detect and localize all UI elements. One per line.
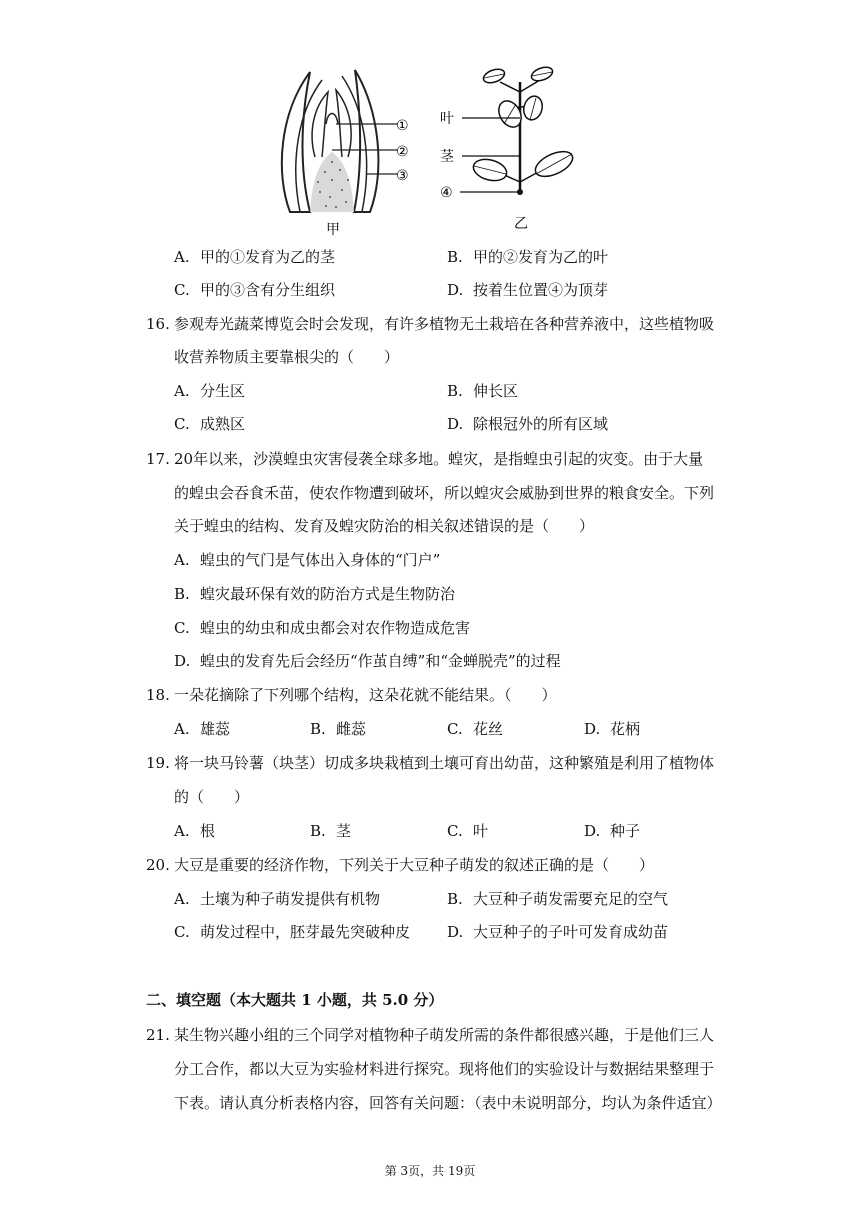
- q18-option-a: A. 雄蕊: [174, 720, 231, 738]
- q19-stem-line-2: 的（ ）: [174, 788, 250, 806]
- q18-option-c: C. 花丝: [447, 720, 504, 738]
- q18-number: 18.: [146, 686, 170, 704]
- shoot-diagram: [438, 62, 588, 242]
- figure-jia: [270, 62, 420, 242]
- q16-option-d: D. 除根冠外的所有区域: [447, 415, 609, 433]
- q17-number: 17.: [146, 450, 170, 468]
- page-footer: 第 3页，共 19页: [384, 1164, 476, 1178]
- marker-4: ④: [440, 185, 453, 201]
- q19-number: 19.: [146, 754, 170, 772]
- q20-number: 20.: [146, 856, 170, 874]
- q18-stem-line-1: 一朵花摘除了下列哪个结构，这朵花就不能结果。（ ）: [174, 686, 557, 704]
- q18-option-b: B. 雌蕊: [310, 720, 367, 738]
- marker-2: ②: [396, 144, 409, 160]
- q20-stem-line-1: 大豆是重要的经济作物，下列关于大豆种子萌发的叙述正确的是（ ）: [174, 856, 655, 874]
- q21-stem-line-3: 下表。请认真分析表格内容，回答有关问题：（表中未说明部分，均认为条件适宜）: [174, 1094, 722, 1112]
- jia-caption: 甲: [326, 222, 340, 238]
- q21-stem-line-1: 某生物兴趣小组的三个同学对植物种子萌发所需的条件都很感兴趣，于是他们三人: [174, 1026, 715, 1044]
- q17-option-a: A. 蝗虫的气门是气体出入身体的“门户”: [174, 551, 441, 569]
- q15-option-a: A. 甲的①发育为乙的茎: [174, 248, 336, 266]
- yi-caption: 乙: [514, 216, 528, 232]
- bud-section-diagram: [270, 62, 420, 242]
- q21-number: 21.: [146, 1026, 170, 1044]
- q20-option-a: A. 土壤为种子萌发提供有机物: [174, 890, 381, 908]
- q15-option-c: C. 甲的③含有分生组织: [174, 281, 336, 299]
- q19-option-b: B. 茎: [310, 822, 352, 840]
- q20-option-c: C. 萌发过程中，胚芽最先突破种皮: [174, 923, 411, 941]
- q18-option-d: D. 花柄: [584, 720, 641, 738]
- q16-stem-line-1: 参观寿光蔬菜博览会时会发现，有许多植物无土栽培在各种营养液中，这些植物吸: [174, 315, 715, 333]
- q15-option-d: D. 按着生位置④为顶芽: [447, 281, 609, 299]
- stem-label: 茎: [440, 149, 454, 165]
- q19-stem-line-1: 将一块马铃薯（块茎）切成多块栽植到土壤可育出幼苗，这种繁殖是利用了植物体: [174, 754, 715, 772]
- q19-option-d: D. 种子: [584, 822, 641, 840]
- q19-option-a: A. 根: [174, 822, 216, 840]
- q16-option-a: A. 分生区: [174, 382, 246, 400]
- q17-stem-line-2: 的蝗虫会吞食禾苗，使农作物遭到破坏，所以蝗灾会威胁到世界的粮食安全。下列: [174, 484, 715, 502]
- leaf-label: 叶: [440, 111, 454, 127]
- section-heading-fill-in: 二、填空题（本大题共 1 小题，共 5.0 分）: [146, 991, 444, 1009]
- q16-option-b: B. 伸长区: [447, 382, 519, 400]
- q16-number: 16.: [146, 315, 170, 333]
- q17-option-c: C. 蝗虫的幼虫和成虫都会对农作物造成危害: [174, 619, 471, 637]
- q17-stem-line-1: 20年以来，沙漠蝗虫灾害侵袭全球多地。蝗灾，是指蝗虫引起的灾变。由于大量: [174, 450, 704, 468]
- q17-stem-line-3: 关于蝗虫的结构、发育及蝗灾防治的相关叙述错误的是（ ）: [174, 517, 595, 535]
- marker-1: ①: [396, 118, 409, 134]
- q16-stem-line-2: 收营养物质主要靠根尖的（ ）: [174, 348, 400, 366]
- q20-option-b: B. 大豆种子萌发需要充足的空气: [447, 890, 669, 908]
- q15-option-b: B. 甲的②发育为乙的叶: [447, 248, 609, 266]
- marker-3: ③: [396, 168, 409, 184]
- q17-option-b: B. 蝗灾最环保有效的防治方式是生物防治: [174, 585, 456, 603]
- q17-option-d: D. 蝗虫的发育先后会经历“作茧自缚”和“金蝉脱壳”的过程: [174, 652, 561, 670]
- q20-option-d: D. 大豆种子的子叶可发育成幼苗: [447, 923, 669, 941]
- figure-yi: [438, 62, 588, 242]
- q21-stem-line-2: 分工合作，都以大豆为实验材料进行探究。现将他们的实验设计与数据结果整理于: [174, 1060, 715, 1078]
- q16-option-c: C. 成熟区: [174, 415, 246, 433]
- q19-option-c: C. 叶: [447, 822, 489, 840]
